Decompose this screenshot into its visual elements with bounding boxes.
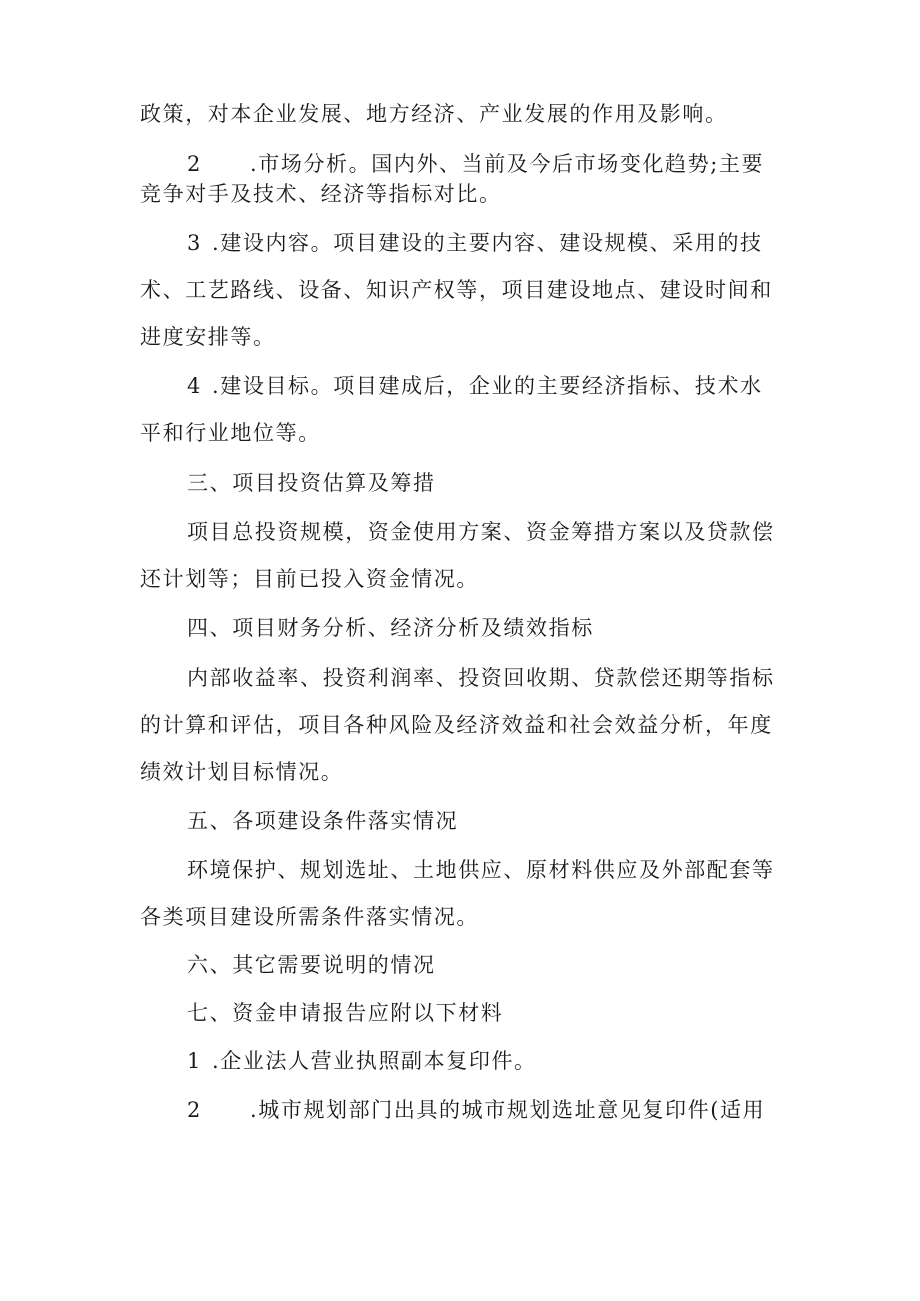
- line-text: 术、工艺路线、设备、知识产权等，项目建设地点、建设时间和: [140, 278, 773, 302]
- item-number: 2: [187, 1098, 202, 1122]
- line-text: 绩效计划目标情况。: [140, 760, 344, 784]
- text-line: [187, 1046, 537, 1076]
- line-text: .企业法人营业执照副本复印件。: [211, 1049, 537, 1073]
- text-line: [187, 855, 775, 885]
- text-line: [140, 179, 502, 209]
- line-text: 内部收益率、投资利润率、投资回收期、贷款偿还期等指标: [187, 666, 775, 690]
- line-text: 各类项目建设所需条件落实情况。: [140, 905, 479, 929]
- heading-text: 七、资金申请报告应附以下材料: [187, 1001, 504, 1025]
- text-line: [140, 564, 479, 594]
- item-number: 1: [187, 1049, 202, 1073]
- line-text: 平和行业地位等。: [140, 421, 321, 445]
- line-text: .建设内容。项目建设的主要内容、建设规模、采用的技: [211, 231, 763, 255]
- text-line: [140, 275, 773, 305]
- text-line: [140, 902, 479, 932]
- line-text: 项目总投资规模，资金使用方案、资金筹措方案以及贷款偿: [187, 520, 775, 544]
- text-line: [187, 228, 763, 258]
- line-text: 竞争对手及技术、经济等指标对比。: [140, 182, 502, 206]
- section-heading: [187, 468, 436, 498]
- text-line: [187, 149, 764, 179]
- section-heading: [187, 613, 594, 643]
- section-heading: [187, 950, 436, 980]
- item-number: 2: [187, 152, 202, 176]
- text-line: [187, 663, 775, 693]
- item-number: 4: [187, 374, 202, 398]
- text-line: [140, 710, 773, 740]
- text-line: [187, 517, 775, 547]
- line-text: 环境保护、规划选址、土地供应、原材料供应及外部配套等: [187, 858, 775, 882]
- line-text: 的计算和评估，项目各种风险及经济效益和社会效益分析，年度: [140, 713, 773, 737]
- heading-text: 五、各项建设条件落实情况: [187, 809, 459, 833]
- text-line: [187, 1095, 765, 1125]
- section-heading: [187, 806, 458, 836]
- line-text: .市场分析。国内外、当前及今后市场变化趋势;主要: [249, 152, 765, 176]
- line-text: 还计划等；目前已投入资金情况。: [140, 567, 479, 591]
- heading-text: 三、项目投资估算及筹措: [187, 471, 436, 495]
- text-line: [140, 99, 728, 129]
- line-text: .城市规划部门出具的城市规划选址意见复印件(适用: [249, 1098, 766, 1122]
- text-line: [140, 418, 321, 448]
- text-line: [140, 322, 276, 352]
- line-text: 政策，对本企业发展、地方经济、产业发展的作用及影响。: [140, 102, 728, 126]
- line-text: 进度安排等。: [140, 325, 276, 349]
- text-line: [140, 757, 343, 787]
- heading-text: 六、其它需要说明的情况: [187, 953, 436, 977]
- line-text: .建设目标。项目建成后，企业的主要经济指标、技术水: [211, 374, 763, 398]
- item-number: 3: [187, 231, 202, 255]
- heading-text: 四、项目财务分析、经济分析及绩效指标: [187, 616, 594, 640]
- section-heading: [187, 998, 503, 1028]
- text-line: [187, 371, 763, 401]
